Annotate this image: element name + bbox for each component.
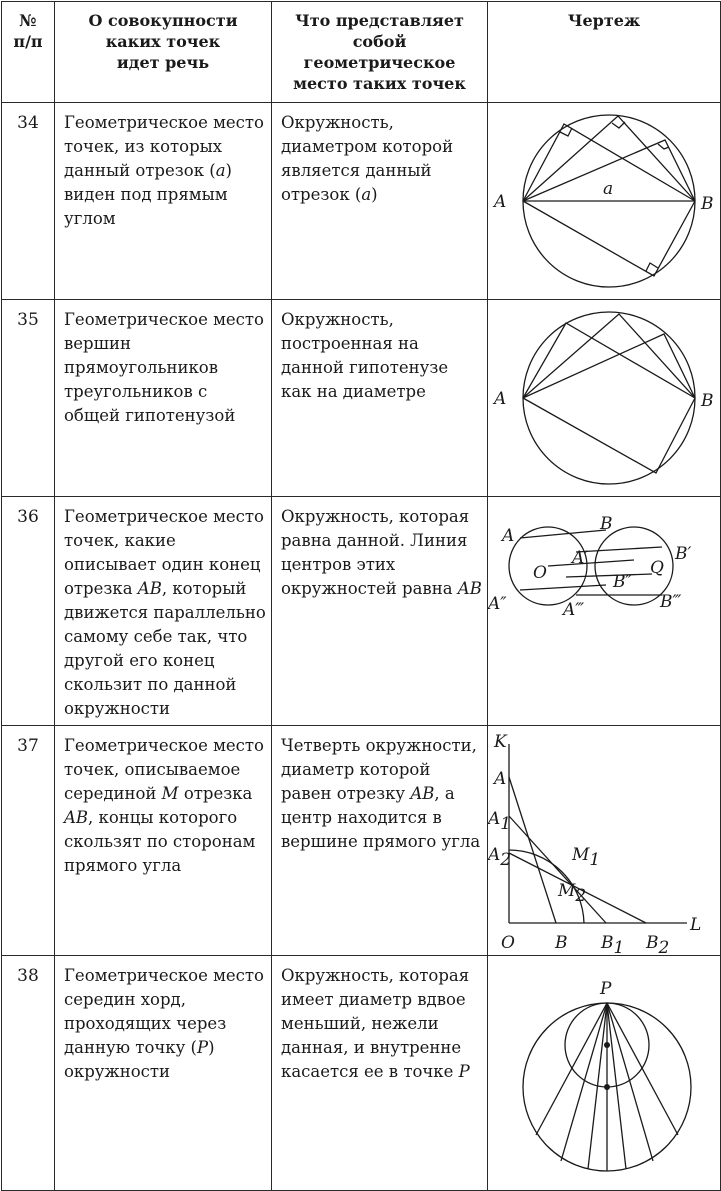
circle <box>523 312 695 484</box>
hypotenuse-circle-diagram <box>488 300 721 496</box>
right-triangle <box>523 334 695 398</box>
right-angle-mark <box>646 263 658 271</box>
row-number: 34 <box>2 103 55 300</box>
label-A-double-prime: A″ <box>488 594 507 614</box>
label-B1: B1 <box>601 933 625 955</box>
row-locus: Окружность, которая имеет диаметр вдвое меньший, нежели данная, и внутренне касается ее в точке P <box>272 956 488 1191</box>
right-triangle <box>523 201 695 276</box>
segment-A1B1 <box>576 547 662 552</box>
right-triangle <box>523 398 695 473</box>
label-B-double-prime: B″ <box>613 572 632 592</box>
label-O: O <box>533 563 547 583</box>
segment-OQ <box>548 560 634 566</box>
segment-A2 <box>520 585 606 590</box>
label-P: P <box>600 979 612 999</box>
row-number: 36 <box>2 497 55 726</box>
label-B: B <box>555 933 568 953</box>
label-A2: A2 <box>488 845 512 870</box>
center-point <box>604 1042 610 1048</box>
row-number: 38 <box>2 956 55 1191</box>
row-locus: Четверть окружности, диаметр которой равен отрезку AB, а центр находится в вершине прямого угла <box>272 726 488 956</box>
segment-B2 <box>566 574 652 577</box>
label-A: A <box>494 389 507 409</box>
row-locus: Окружность, построенная на данной гипотенузе как на диаметре <box>272 300 488 497</box>
segment-AB <box>520 530 606 538</box>
header-about: О совокупности каких точек идет речь <box>55 2 272 103</box>
label-M2: M2 <box>558 881 587 906</box>
drawing-34 <box>488 103 721 300</box>
table-row <box>2 300 721 497</box>
row-about: Геометрическое место точек, какие описывает один конец отрезка AB, который движется параллельно самому себе так, что другой его конец скользит по данной окружности <box>55 497 272 726</box>
label-A: A <box>502 526 515 546</box>
drawing-35 <box>488 300 721 497</box>
table-row <box>2 726 721 956</box>
label-A-triple-prime: A‴ <box>563 600 585 620</box>
chord <box>561 1003 607 1161</box>
drawing-36 <box>488 497 721 726</box>
label-L: L <box>690 915 702 935</box>
right-triangle <box>523 314 695 398</box>
label-B: B <box>701 194 714 214</box>
label-A: A <box>494 192 507 212</box>
table-row <box>2 103 721 300</box>
center-point <box>604 1084 610 1090</box>
row-number: 37 <box>2 726 55 956</box>
label-A: A <box>494 769 507 789</box>
label-A-prime: A′ <box>572 548 589 568</box>
row-locus: Окружность, диаметром которой является данный отрезок (a) <box>272 103 488 300</box>
header-row <box>2 2 721 103</box>
label-A1: A1 <box>488 809 512 834</box>
chord <box>607 1003 653 1161</box>
chord-midpoints-diagram <box>488 956 721 1190</box>
header-num: № п/п <box>2 2 55 103</box>
circle-diameter-diagram <box>488 103 721 299</box>
right-angle-mark <box>612 122 625 128</box>
label-B-prime: B′ <box>675 544 692 564</box>
label-Q: Q <box>650 558 664 578</box>
chord <box>588 1003 607 1169</box>
sliding-segment-diagram <box>488 726 721 955</box>
label-B: B <box>701 391 714 411</box>
row-locus: Окружность, которая равна данной. Линия центров этих окружностей равна AB <box>272 497 488 726</box>
table-row <box>2 497 721 726</box>
header-drawing: Чертеж <box>488 2 721 103</box>
label-O: O <box>501 933 515 953</box>
chord <box>607 1003 626 1169</box>
drawing-38 <box>488 956 721 1191</box>
label-B2: B2 <box>646 933 670 955</box>
drawing-37 <box>488 726 721 956</box>
label-B: B <box>600 514 613 534</box>
table-row <box>2 956 721 1191</box>
label-M1: M1 <box>572 845 601 870</box>
label-K: K <box>494 732 507 752</box>
row-about: Геометрическое место вершин прямоугольников треугольников с общей гипотенузой <box>55 300 272 497</box>
row-about: Геометрическое место точек, из которых данный отрезок (a) виден под прямым углом <box>55 103 272 300</box>
row-about: Геометрическое место точек, описываемое серединой M отрезка AB, концы которого скользят по сторонам прямого угла <box>55 726 272 956</box>
loci-table <box>1 1 721 1191</box>
header-locus: Что представляет собой геометрическое место таких точек <box>272 2 488 103</box>
label-a: a <box>603 179 614 199</box>
row-about: Геометрическое место середин хорд, проходящих через данную точку (P) окружности <box>55 956 272 1191</box>
translated-circles-diagram <box>488 497 721 711</box>
row-number: 35 <box>2 300 55 497</box>
label-B-triple-prime: B‴ <box>660 592 682 612</box>
